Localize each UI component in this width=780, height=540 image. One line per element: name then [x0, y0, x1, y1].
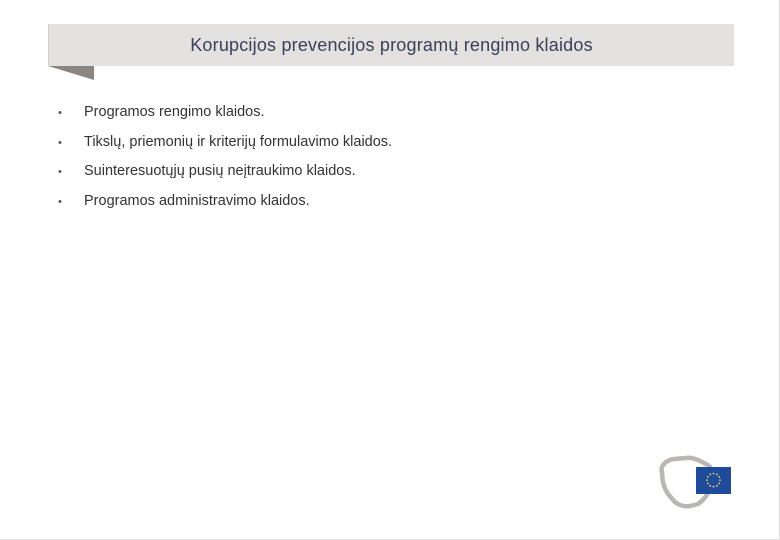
bullet-icon: •	[58, 195, 62, 208]
bullet-icon: •	[58, 107, 62, 119]
bullet-list	[58, 104, 392, 222]
list-item	[58, 104, 392, 134]
bullet-text: Tikslų, priemonių ir kriterijų formulavimo klaidos.	[84, 133, 393, 150]
bullet-text: Programos administravimo klaidos.	[84, 192, 310, 209]
title-bar	[48, 24, 734, 66]
bullet-text: Suinteresuotųjų pusių neįtraukimo klaidos.	[84, 163, 356, 179]
lithuania-eu-flag-logo-icon	[656, 454, 736, 510]
bullet-text: Programos rengimo klaidos.	[84, 104, 265, 120]
list-item	[58, 193, 392, 223]
bullet-icon: •	[58, 166, 62, 178]
eu-flag-icon	[696, 467, 731, 494]
title-tab-decoration	[48, 66, 94, 80]
bullet-icon: •	[58, 136, 62, 149]
list-item	[58, 134, 392, 164]
list-item	[58, 163, 392, 193]
slide-title: Korupcijos prevencijos programų rengimo klaidos	[190, 34, 593, 55]
